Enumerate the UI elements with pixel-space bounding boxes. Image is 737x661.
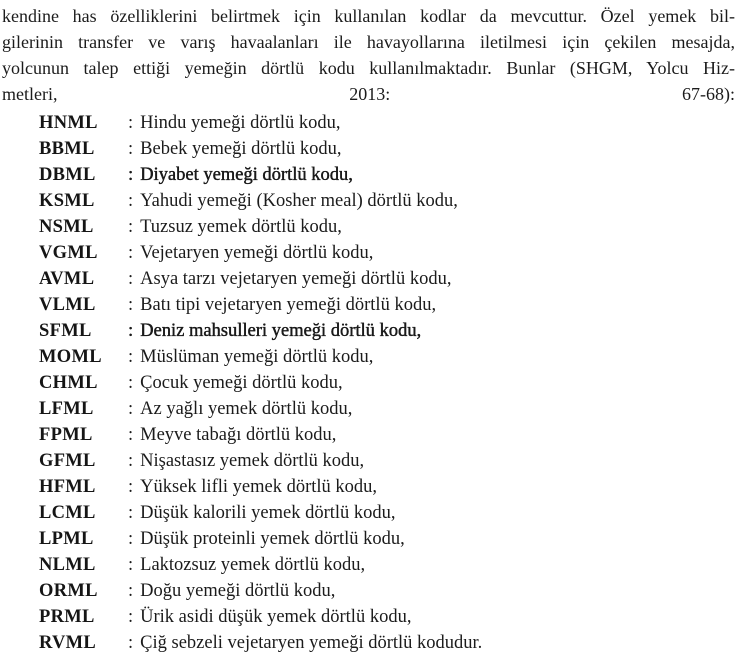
meal-code: GFML	[39, 451, 96, 471]
meal-code: CHML	[39, 373, 98, 393]
meal-code-description: Bebek yemeği dörtlü kodu,	[140, 139, 342, 159]
meal-code: KSML	[39, 191, 95, 211]
meal-code-description: Müslüman yemeği dörtlü kodu,	[140, 347, 374, 367]
paragraph-line: metleri, 2013: 67-68):	[2, 84, 735, 104]
meal-code-description: Nişastasız yemek dörtlü kodu,	[140, 451, 365, 471]
meal-code-row	[39, 500, 735, 526]
meal-code: NLML	[39, 555, 96, 575]
meal-code: LPML	[39, 529, 94, 549]
meal-code-description: Tuzsuz yemek dörtlü kodu,	[140, 217, 342, 237]
meal-code-row	[39, 526, 735, 552]
meal-code-description: Hindu yemeği dörtlü kodu,	[140, 113, 341, 133]
colon-separator: :	[128, 451, 134, 471]
meal-code-row	[39, 370, 735, 396]
colon-separator: :	[128, 503, 134, 523]
meal-code-row	[39, 136, 735, 162]
meal-code: DBML	[39, 165, 96, 185]
meal-code: AVML	[39, 269, 95, 289]
meal-code-description: Laktozsuz yemek dörtlü kodu,	[140, 555, 366, 575]
meal-code: HNML	[39, 113, 98, 133]
meal-code-row	[39, 266, 735, 292]
colon-separator: :	[128, 295, 134, 315]
meal-code-row	[39, 604, 735, 630]
colon-separator: :	[128, 425, 134, 445]
meal-code: VGML	[39, 243, 98, 263]
meal-code-row	[39, 240, 735, 266]
meal-code-description: Meyve tabağı dörtlü kodu,	[140, 425, 337, 445]
colon-separator: :	[128, 555, 134, 575]
meal-code: LFML	[39, 399, 94, 419]
meal-code: PRML	[39, 607, 95, 627]
meal-code: MOML	[39, 347, 102, 367]
meal-code-row	[39, 578, 735, 604]
meal-code-row	[39, 292, 735, 318]
meal-code: LCML	[39, 503, 96, 523]
meal-code-description: Düşük proteinli yemek dörtlü kodu,	[140, 529, 405, 549]
meal-code-row	[39, 344, 735, 370]
meal-code-description: Yüksek lifli yemek dörtlü kodu,	[140, 477, 378, 497]
meal-code: BBML	[39, 139, 95, 159]
meal-code-description: Az yağlı yemek dörtlü kodu,	[140, 399, 353, 419]
meal-code-row	[39, 552, 735, 578]
colon-separator: :	[128, 529, 134, 549]
meal-code: VLML	[39, 295, 96, 315]
colon-separator: :	[128, 243, 134, 263]
meal-code-description: Çocuk yemeği dörtlü kodu,	[140, 373, 343, 393]
meal-code-row	[39, 110, 735, 136]
intro-paragraph	[2, 3, 735, 107]
paragraph-line: yolcunun talep ettiği yemeğin dörtlü kodu kullanılmaktadır. Bunlar (SHGM, Yolcu Hiz-	[2, 58, 735, 78]
meal-code-description: Çiğ sebzeli vejetaryen yemeği dörtlü kodudur.	[140, 633, 483, 653]
meal-code-row	[39, 318, 735, 344]
colon-separator: :	[128, 165, 134, 185]
meal-code: FPML	[39, 425, 93, 445]
colon-separator: :	[128, 373, 134, 393]
meal-code-description: Düşük kalorili yemek dörtlü kodu,	[140, 503, 396, 523]
meal-code-row	[39, 630, 735, 656]
colon-separator: :	[128, 477, 134, 497]
meal-code-description: Diyabet yemeği dörtlü kodu,	[140, 165, 353, 185]
colon-separator: :	[128, 321, 134, 341]
colon-separator: :	[128, 399, 134, 419]
meal-code-list	[2, 110, 735, 656]
colon-separator: :	[128, 269, 134, 289]
colon-separator: :	[128, 113, 134, 133]
paragraph-line: kendine has özelliklerini belirtmek için kullanılan kodlar da mevcuttur. Özel yemek bil-	[2, 6, 735, 26]
meal-code-description: Yahudi yemeği (Kosher meal) dörtlü kodu,	[140, 191, 458, 211]
meal-code-row	[39, 188, 735, 214]
meal-code-description: Vejetaryen yemeği dörtlü kodu,	[140, 243, 374, 263]
meal-code: SFML	[39, 321, 92, 341]
colon-separator: :	[128, 633, 134, 653]
meal-code-row	[39, 474, 735, 500]
meal-code: HFML	[39, 477, 96, 497]
meal-code-description: Asya tarzı vejetaryen yemeği dörtlü kodu,	[140, 269, 452, 289]
meal-code-description: Ürik asidi düşük yemek dörtlü kodu,	[140, 607, 412, 627]
meal-code: ORML	[39, 581, 98, 601]
colon-separator: :	[128, 217, 134, 237]
meal-code-row	[39, 448, 735, 474]
colon-separator: :	[128, 139, 134, 159]
meal-code-description: Deniz mahsulleri yemeği dörtlü kodu,	[140, 321, 422, 341]
meal-code-description: Batı tipi vejetaryen yemeği dörtlü kodu,	[140, 295, 437, 315]
colon-separator: :	[128, 191, 134, 211]
meal-code-row	[39, 214, 735, 240]
meal-code: NSML	[39, 217, 94, 237]
meal-code-row	[39, 422, 735, 448]
colon-separator: :	[128, 347, 134, 367]
colon-separator: :	[128, 581, 134, 601]
meal-code: RVML	[39, 633, 97, 653]
colon-separator: :	[128, 607, 134, 627]
paragraph-line: gilerinin transfer ve varış havaalanları ile havayollarına iletilmesi için çekilen mesajda,	[2, 32, 735, 52]
meal-code-description: Doğu yemeği dörtlü kodu,	[140, 581, 336, 601]
meal-code-row	[39, 162, 735, 188]
meal-code-row	[39, 396, 735, 422]
